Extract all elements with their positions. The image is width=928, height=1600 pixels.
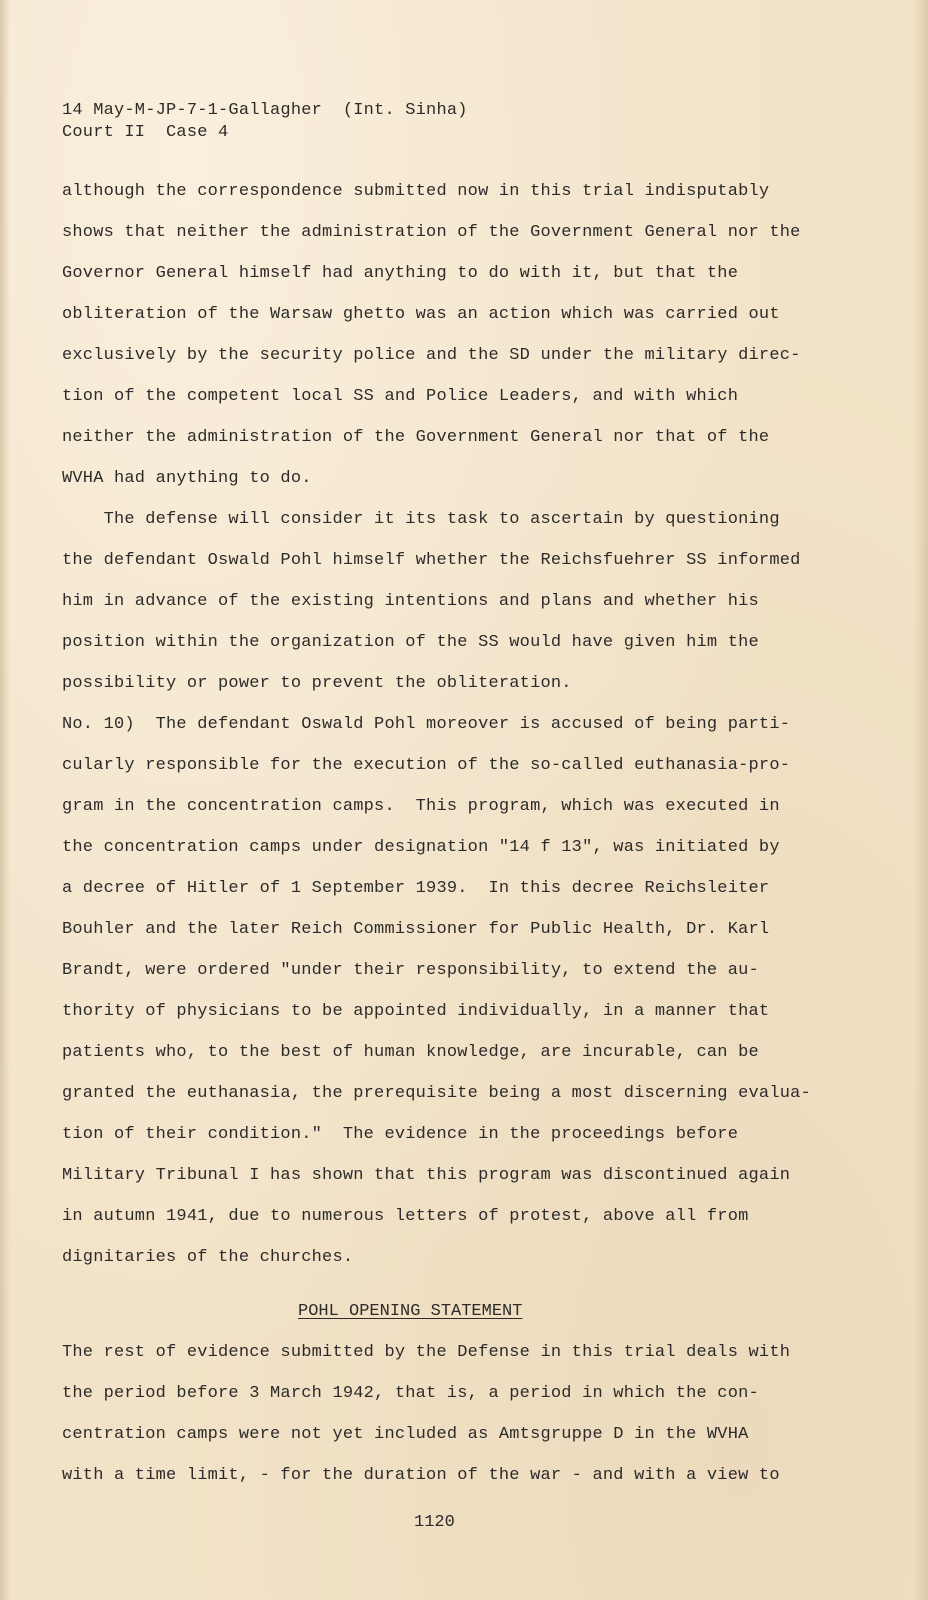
header-line-2: Court II Case 4 (62, 123, 229, 142)
body-line: tion of the competent local SS and Police Leaders, and with which (62, 387, 739, 406)
page-edge-right (914, 0, 928, 1600)
body-line: him in advance of the existing intentions and plans and whether his (62, 592, 759, 611)
body-line: centration camps were not yet included as Amtsgruppe D in the WVHA (62, 1425, 749, 1444)
body-line: position within the organization of the SS would have given him the (62, 633, 759, 652)
body-line: a decree of Hitler of 1 September 1939. In this decree Reichsleiter (62, 879, 770, 898)
body-line: The rest of evidence submitted by the Defense in this trial deals with (62, 1343, 791, 1362)
body-line: Governor General himself had anything to do with it, but that the (62, 264, 739, 283)
body-line: although the correspondence submitted now in this trial indisputably (62, 182, 770, 201)
page-edge-left (0, 0, 10, 1600)
body-line: Bouhler and the later Reich Commissioner for Public Health, Dr. Karl (62, 920, 770, 939)
body-line: the period before 3 March 1942, that is, a period in which the con- (62, 1384, 759, 1403)
body-line: WVHA had anything to do. (62, 469, 312, 488)
body-line: in autumn 1941, due to numerous letters of protest, above all from (62, 1207, 749, 1226)
body-line: shows that neither the administration of the Government General nor the (62, 223, 801, 242)
body-line: obliteration of the Warsaw ghetto was an action which was carried out (62, 305, 780, 324)
body-line: Brandt, were ordered "under their responsibility, to extend the au- (62, 961, 759, 980)
page-number: 1120 (414, 1513, 455, 1532)
body-line: dignitaries of the churches. (62, 1248, 354, 1267)
body-line: granted the euthanasia, the prerequisite being a most discerning evalua- (62, 1084, 811, 1103)
body-line: No. 10) The defendant Oswald Pohl moreover is accused of being parti- (62, 715, 791, 734)
body-line: tion of their condition." The evidence in the proceedings before (62, 1125, 739, 1144)
body-line: The defense will consider it its task to ascertain by questioning (62, 510, 780, 529)
body-line: Military Tribunal I has shown that this program was discontinued again (62, 1166, 791, 1185)
body-line: the concentration camps under designation "14 f 13", was initiated by (62, 838, 780, 857)
body-line: patients who, to the best of human knowledge, are incurable, can be (62, 1043, 759, 1062)
body-line: thority of physicians to be appointed individually, in a manner that (62, 1002, 770, 1021)
header-line-1: 14 May-M-JP-7-1-Gallagher (Int. Sinha) (62, 101, 468, 120)
body-line: gram in the concentration camps. This program, which was executed in (62, 797, 780, 816)
body-line: exclusively by the security police and the SD under the military direc- (62, 346, 801, 365)
body-line: cularly responsible for the execution of the so-called euthanasia-pro- (62, 756, 791, 775)
body-line: with a time limit, - for the duration of the war - and with a view to (62, 1466, 780, 1485)
body-line: possibility or power to prevent the obliteration. (62, 674, 572, 693)
section-heading: POHL OPENING STATEMENT (298, 1302, 523, 1321)
body-line: the defendant Oswald Pohl himself whether the Reichsfuehrer SS informed (62, 551, 801, 570)
body-line: neither the administration of the Government General nor that of the (62, 428, 770, 447)
